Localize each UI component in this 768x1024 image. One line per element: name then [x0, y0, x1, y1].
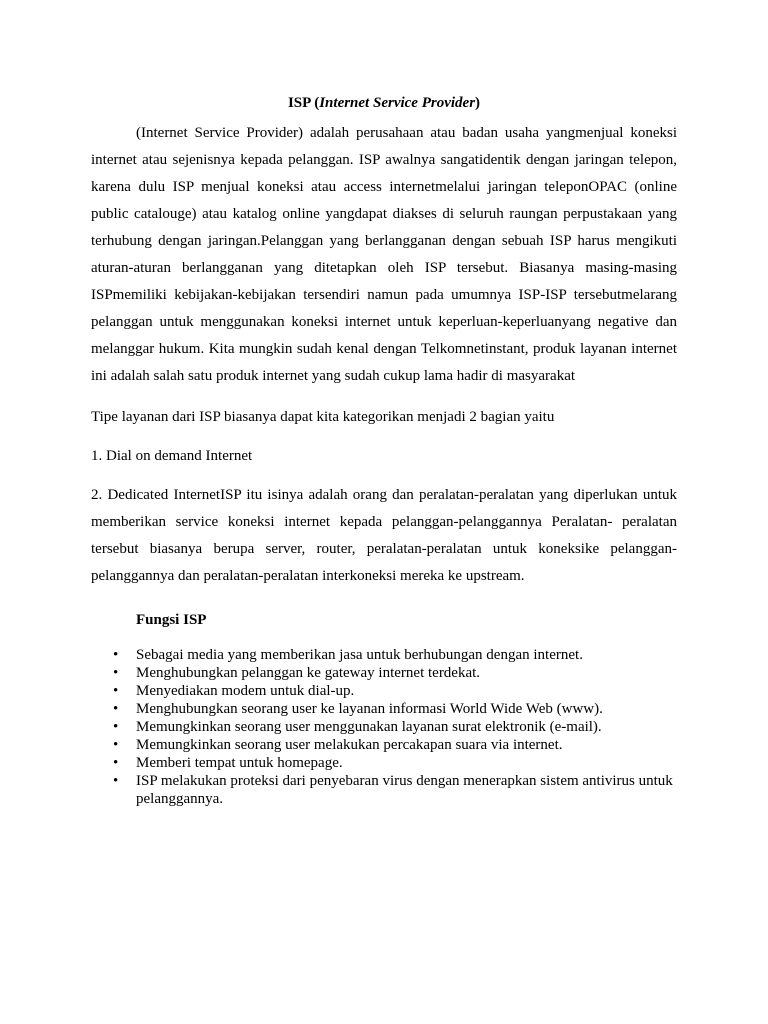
bullet-icon: • — [113, 665, 119, 681]
bullet-icon: • — [113, 683, 119, 699]
title-prefix: ISP ( — [287, 95, 320, 111]
bullet-icon: • — [113, 647, 119, 663]
intro-paragraph: (Internet Service Provider) adalah perusahaan atau badan usaha yangmenjual koneksi internet atau sejenisnya kepada pelanggan. ISP awalnya sangatidentik dengan jaringan telepon, karena dulu ISP menjual koneksi atau access internetmelalui jaringan teleponOPAC (online public catalouge) atau katalog online yangdapat diakses di seluruh raungan perpustakaan yang terhubung dengan jaringan.Pelanggan yang berlangganan dengan sebuah ISP harus mengikuti aturan-aturan berlangganan yang ditetapkan oleh ISP tersebut. Biasanya masing-masing ISPmemiliki kebijakan-kebijakan tersendiri namun pada umumnya ISP-ISP tersebutmelarang pelanggan untuk menggunakan koneksi internet untuk keperluan-keperluanyang negative dan melanggar hukum. Kita mungkin sudah kenal dengan Telkomnetinstant, produk layanan internet ini adalah salah satu produk internet yang sudah cukup lama hadir di masyarakat — [91, 125, 677, 384]
fungsi-heading: Fungsi ISP — [136, 612, 207, 628]
list-item — [113, 754, 677, 772]
type-1-paragraph: 1. Dial on demand Internet — [91, 448, 253, 464]
bullet-icon: • — [113, 755, 119, 771]
title-italic: Internet Service Provider — [319, 95, 476, 111]
list-item-text: ISP melakukan proteksi dari penyebaran virus dengan menerapkan sistem antivirus untuk pelanggannya. — [136, 773, 673, 807]
list-item — [113, 772, 677, 808]
document-title — [91, 93, 677, 113]
list-item-text: Memungkinkan seorang user melakukan percakapan suara via internet. — [136, 737, 563, 753]
list-item-text: Memberi tempat untuk homepage. — [136, 755, 343, 771]
list-item — [113, 736, 677, 754]
list-item-text: Menyediakan modem untuk dial-up. — [136, 683, 355, 699]
list-item-text: Memungkinkan seorang user menggunakan layanan surat elektronik (e-mail). — [136, 719, 602, 735]
types-intro-paragraph: Tipe layanan dari ISP biasanya dapat kita kategorikan menjadi 2 bagian yaitu — [91, 409, 555, 425]
type-2-paragraph: 2. Dedicated InternetISP itu isinya adalah orang dan peralatan-peralatan yang diperlukan untuk memberikan service koneksi internet kepada pelanggan-pelanggannya Peralatan- peralatan tersebut biasanya berupa server, router, peralatan-peralatan untuk koneksike pelanggan-pelanggannya dan peralatan-peralatan interkoneksi mereka ke upstream. — [91, 487, 677, 584]
list-item — [113, 700, 677, 718]
bullet-icon: • — [113, 701, 119, 717]
list-item — [113, 646, 677, 664]
list-item — [113, 664, 677, 682]
list-item — [113, 718, 677, 736]
bullet-icon: • — [113, 737, 119, 753]
list-item — [113, 682, 677, 700]
list-item-text: Menghubungkan pelanggan ke gateway internet terdekat. — [136, 665, 481, 681]
bullet-icon: • — [113, 719, 119, 735]
title-suffix: ) — [475, 95, 481, 111]
fungsi-list — [91, 646, 677, 808]
list-item-text: Menghubungkan seorang user ke layanan informasi World Wide Web (www). — [136, 701, 603, 717]
list-item-text: Sebagai media yang memberikan jasa untuk berhubungan dengan internet. — [136, 647, 583, 663]
bullet-icon: • — [113, 773, 119, 789]
document-body — [91, 93, 677, 808]
